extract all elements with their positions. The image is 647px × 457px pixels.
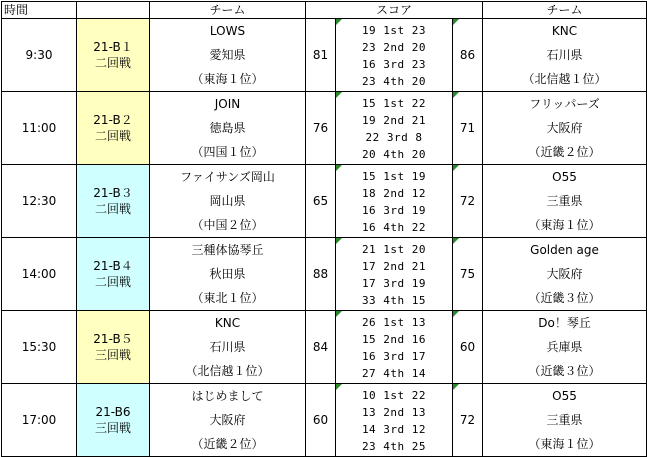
team-left-name: ファイサンズ岡山 <box>180 170 275 184</box>
round-name: 三回戦 <box>94 421 131 435</box>
score-left: 65 <box>306 165 336 238</box>
period-2: 23 2nd 20 <box>361 40 427 54</box>
team-right-name: フリッパーズ <box>529 97 600 111</box>
period-2: 15 2nd 16 <box>361 332 427 346</box>
game-time: 15:30 <box>2 311 77 384</box>
corner-marker <box>336 384 342 390</box>
period-3: 17 3rd 19 <box>361 276 427 290</box>
score-left: 76 <box>306 92 336 165</box>
team-right-pref: 兵庫県 <box>546 340 583 354</box>
team-right-pref: 三重県 <box>546 194 583 208</box>
team-right <box>483 19 647 92</box>
team-right-name: O55 <box>552 389 577 403</box>
team-right-name: Golden age <box>530 243 599 257</box>
corner-marker <box>336 165 342 171</box>
team-right-rank: （近畿３位） <box>528 364 601 378</box>
round-name: 二回戦 <box>94 202 131 216</box>
team-left-name: はじめまして <box>191 389 264 403</box>
round-cell <box>77 165 150 238</box>
corner-marker <box>336 92 342 98</box>
team-left-rank: （北信越１位） <box>185 364 270 378</box>
team-left-rank: （東海１位） <box>191 72 264 86</box>
round-cell <box>77 384 150 457</box>
team-left-pref: 愛知県 <box>209 48 246 62</box>
team-left-name: LOWS <box>209 24 246 38</box>
corner-marker <box>453 165 459 171</box>
team-left <box>150 19 306 92</box>
score-right <box>453 92 483 165</box>
team-right <box>483 311 647 384</box>
game-time: 12:30 <box>2 165 77 238</box>
score-left: 84 <box>306 311 336 384</box>
score-right-value: 71 <box>459 121 476 135</box>
game-row <box>2 92 647 165</box>
corner-marker <box>453 92 459 98</box>
game-rows <box>2 19 647 457</box>
score-left: 88 <box>306 238 336 311</box>
game-row <box>2 384 647 457</box>
header-team-left: チーム <box>150 2 306 19</box>
round-code: 21-B５ <box>93 332 133 346</box>
team-left-pref: 秋田県 <box>209 267 246 281</box>
period-3: 22 3rd 8 <box>365 130 423 144</box>
score-right-value: 72 <box>459 413 476 427</box>
team-right-rank: （北信越１位） <box>522 72 607 86</box>
game-time: 11:00 <box>2 92 77 165</box>
game-row <box>2 19 647 92</box>
period-1: 10 1st 22 <box>361 388 427 402</box>
round-cell <box>77 311 150 384</box>
game-row <box>2 311 647 384</box>
team-left <box>150 384 306 457</box>
score-right-value: 60 <box>459 340 476 354</box>
team-left <box>150 238 306 311</box>
header-score: スコア <box>306 2 483 19</box>
period-2: 13 2nd 13 <box>361 405 427 419</box>
team-right <box>483 165 647 238</box>
team-left <box>150 92 306 165</box>
period-scores <box>336 92 453 165</box>
score-right <box>453 19 483 92</box>
period-2: 17 2nd 21 <box>361 259 427 273</box>
game-time: 9:30 <box>2 19 77 92</box>
period-4: 33 4th 15 <box>361 293 427 307</box>
period-4: 23 4th 25 <box>361 439 427 453</box>
team-left <box>150 311 306 384</box>
team-right <box>483 384 647 457</box>
round-name: 二回戦 <box>94 275 131 289</box>
score-right <box>453 165 483 238</box>
period-1: 19 1st 23 <box>361 23 427 37</box>
schedule-table <box>1 1 647 457</box>
round-cell <box>77 238 150 311</box>
team-right-pref: 大阪府 <box>546 121 583 135</box>
header-round <box>77 2 150 19</box>
round-code: 21-B１ <box>93 40 133 54</box>
period-1: 26 1st 13 <box>361 315 427 329</box>
team-right-rank: （近畿３位） <box>528 291 601 305</box>
score-right-value: 75 <box>459 267 476 281</box>
team-right-pref: 三重県 <box>546 413 583 427</box>
team-left-pref: 岡山県 <box>209 194 246 208</box>
corner-marker <box>453 384 459 390</box>
round-name: 二回戦 <box>94 129 131 143</box>
round-cell <box>77 19 150 92</box>
score-right <box>453 311 483 384</box>
team-right-name: KNC <box>551 24 578 38</box>
team-left <box>150 165 306 238</box>
corner-marker <box>453 19 459 25</box>
team-right-name: O55 <box>552 170 577 184</box>
team-right-pref: 石川県 <box>546 48 583 62</box>
period-4: 20 4th 20 <box>361 147 427 161</box>
team-left-rank: （四国１位） <box>191 145 264 159</box>
team-left-rank: （近畿２位） <box>191 437 264 451</box>
score-left: 60 <box>306 384 336 457</box>
score-right-value: 72 <box>459 194 476 208</box>
game-row <box>2 238 647 311</box>
corner-marker <box>453 238 459 244</box>
round-code: 21-B２ <box>93 113 133 127</box>
round-name: 三回戦 <box>94 348 131 362</box>
period-scores <box>336 165 453 238</box>
round-cell <box>77 92 150 165</box>
team-left-name: KNC <box>214 316 241 330</box>
period-3: 14 3rd 12 <box>361 422 427 436</box>
period-2: 18 2nd 12 <box>361 186 427 200</box>
score-right <box>453 384 483 457</box>
team-left-rank: （中国２位） <box>191 218 264 232</box>
game-time: 14:00 <box>2 238 77 311</box>
score-left: 81 <box>306 19 336 92</box>
team-right-rank: （東海１位） <box>528 218 601 232</box>
team-right-rank: （東海１位） <box>528 437 601 451</box>
round-name: 二回戦 <box>94 56 131 70</box>
team-right <box>483 238 647 311</box>
team-left-pref: 大阪府 <box>209 413 246 427</box>
period-scores <box>336 311 453 384</box>
team-right <box>483 92 647 165</box>
team-left-rank: （東北１位） <box>191 291 264 305</box>
period-1: 15 1st 19 <box>361 169 427 183</box>
corner-marker <box>453 311 459 317</box>
round-code: 21-B４ <box>93 259 133 273</box>
period-4: 23 4th 20 <box>361 74 427 88</box>
period-4: 27 4th 14 <box>361 366 427 380</box>
period-3: 16 3rd 19 <box>361 203 427 217</box>
round-code: 21-B３ <box>93 186 133 200</box>
team-right-rank: （近畿２位） <box>528 145 601 159</box>
team-left-pref: 石川県 <box>209 340 246 354</box>
team-left-pref: 徳島県 <box>209 121 246 135</box>
team-left-name: 三種体協琴丘 <box>191 243 264 257</box>
period-3: 16 3rd 17 <box>361 349 427 363</box>
corner-marker <box>336 238 342 244</box>
header-row <box>2 2 647 19</box>
period-scores <box>336 384 453 457</box>
team-left-name: JOIN <box>214 97 241 111</box>
team-right-name: Do！琴丘 <box>538 316 591 330</box>
header-time: 時間 <box>2 2 77 19</box>
header-team-right: チーム <box>483 2 647 19</box>
round-code: 21-B6 <box>95 405 131 419</box>
period-scores <box>336 19 453 92</box>
corner-marker <box>336 311 342 317</box>
game-time: 17:00 <box>2 384 77 457</box>
corner-marker <box>336 19 342 25</box>
period-2: 19 2nd 21 <box>361 113 427 127</box>
period-3: 16 3rd 23 <box>361 57 427 71</box>
score-right <box>453 238 483 311</box>
period-scores <box>336 238 453 311</box>
team-right-pref: 大阪府 <box>546 267 583 281</box>
game-row <box>2 165 647 238</box>
score-right-value: 86 <box>459 48 476 62</box>
period-1: 21 1st 20 <box>361 242 427 256</box>
period-4: 16 4th 22 <box>361 220 427 234</box>
period-1: 15 1st 22 <box>361 96 427 110</box>
